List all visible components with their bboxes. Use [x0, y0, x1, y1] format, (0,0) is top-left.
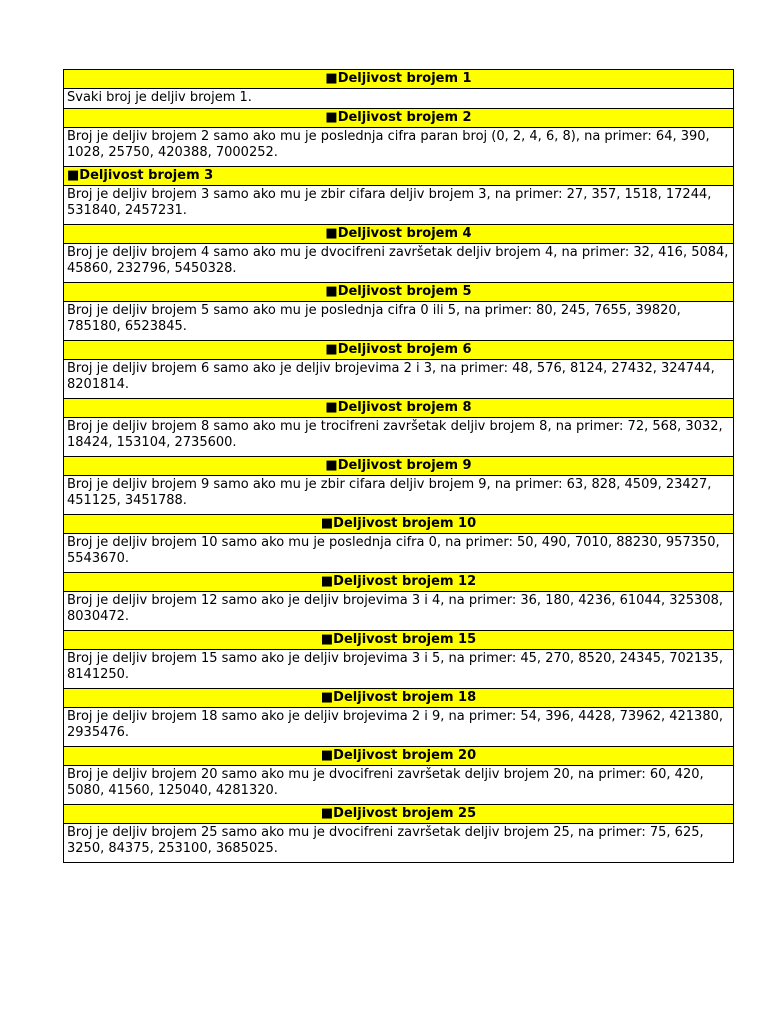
bullet-marker: ■	[320, 748, 334, 763]
section-text: Broj je deljiv brojem 25 samo ako mu je dvocifreni završetak deljiv brojem 25, na primer: 75, 625, 3250, 84375, 253100, 3685025.	[64, 824, 734, 863]
section-header-row	[64, 399, 734, 418]
section-text: Broj je deljiv brojem 9 samo ako mu je zbir cifara deljiv brojem 9, na primer: 63, 828, 4509, 23427, 451125, 3451788.	[64, 476, 734, 515]
section-body-row	[64, 302, 734, 341]
bullet-marker: ■	[320, 574, 334, 589]
section-header-row	[64, 70, 734, 89]
bullet-marker: ■	[325, 458, 338, 473]
section-text: Broj je deljiv brojem 5 samo ako mu je poslednja cifra 0 ili 5, na primer: 80, 245, 7655, 39820, 785180, 6523845.	[64, 302, 734, 341]
section-text: Broj je deljiv brojem 6 samo ako je deljiv brojevima 2 i 3, na primer: 48, 576, 8124, 27432, 324744, 8201814.	[64, 360, 734, 399]
section-text: Svaki broj je deljiv brojem 1.	[64, 89, 734, 109]
section-header-row	[64, 573, 734, 592]
section-body-row	[64, 360, 734, 399]
section-body-row	[64, 592, 734, 631]
section-text: Broj je deljiv brojem 3 samo ako mu je zbir cifara deljiv brojem 3, na primer: 27, 357, 1518, 17244, 531840, 2457231.	[64, 186, 734, 225]
bullet-marker: ■	[320, 806, 334, 821]
bullet-marker: ■	[325, 226, 338, 241]
section-title: ■Deljivost brojem 6	[64, 341, 734, 360]
section-title: ■Deljivost brojem 5	[64, 283, 734, 302]
bullet-marker: ■	[325, 342, 338, 357]
bullet-marker: ■	[325, 400, 338, 415]
section-title: ■Deljivost brojem 4	[64, 225, 734, 244]
section-body-row	[64, 89, 734, 109]
bullet-marker: ■	[320, 632, 334, 647]
section-header-row	[64, 167, 734, 186]
section-text: Broj je deljiv brojem 12 samo ako je deljiv brojevima 3 i 4, na primer: 36, 180, 4236, 61044, 325308, 8030472.	[64, 592, 734, 631]
section-text: Broj je deljiv brojem 4 samo ako mu je dvocifreni završetak deljiv brojem 4, na primer: 32, 416, 5084, 45860, 232796, 5450328.	[64, 244, 734, 283]
section-text: Broj je deljiv brojem 15 samo ako je deljiv brojevima 3 i 5, na primer: 45, 270, 8520, 24345, 702135, 8141250.	[64, 650, 734, 689]
section-header-row	[64, 805, 734, 824]
section-body-row	[64, 766, 734, 805]
section-header-row	[64, 341, 734, 360]
section-text: Broj je deljiv brojem 20 samo ako mu je dvocifreni završetak deljiv brojem 20, na primer: 60, 420, 5080, 41560, 125040, 4281320.	[64, 766, 734, 805]
bullet-marker: ■	[325, 284, 338, 299]
bullet-marker: ■	[67, 168, 80, 183]
section-body-row	[64, 650, 734, 689]
section-title: ■Deljivost brojem 10	[64, 515, 734, 534]
section-body-row	[64, 244, 734, 283]
section-title: ■Deljivost brojem 25	[64, 805, 734, 824]
section-text: Broj je deljiv brojem 10 samo ako mu je poslednja cifra 0, na primer: 50, 490, 7010, 88230, 957350, 5543670.	[64, 534, 734, 573]
section-header-row	[64, 457, 734, 476]
section-header-row	[64, 109, 734, 128]
bullet-marker: ■	[320, 516, 334, 531]
section-title: ■Deljivost brojem 2	[64, 109, 734, 128]
section-body-row	[64, 476, 734, 515]
section-body-row	[64, 186, 734, 225]
section-body-row	[64, 824, 734, 863]
section-title: ■Deljivost brojem 8	[64, 399, 734, 418]
section-body-row	[64, 128, 734, 167]
section-title: ■Deljivost brojem 1	[64, 70, 734, 89]
section-header-row	[64, 689, 734, 708]
section-title: ■Deljivost brojem 12	[64, 573, 734, 592]
section-body-row	[64, 418, 734, 457]
divisibility-rules-table	[63, 69, 734, 863]
section-header-row	[64, 631, 734, 650]
section-header-row	[64, 747, 734, 766]
section-body-row	[64, 534, 734, 573]
section-title: ■Deljivost brojem 20	[64, 747, 734, 766]
section-text: Broj je deljiv brojem 18 samo ako je deljiv brojevima 2 i 9, na primer: 54, 396, 4428, 73962, 421380, 2935476.	[64, 708, 734, 747]
section-title: ■Deljivost brojem 9	[64, 457, 734, 476]
section-header-row	[64, 283, 734, 302]
section-header-row	[64, 225, 734, 244]
bullet-marker: ■	[325, 71, 338, 86]
section-title: ■Deljivost brojem 18	[64, 689, 734, 708]
section-text: Broj je deljiv brojem 2 samo ako mu je poslednja cifra paran broj (0, 2, 4, 6, 8), na primer: 64, 390, 1028, 25750, 420388, 7000252.	[64, 128, 734, 167]
section-text: Broj je deljiv brojem 8 samo ako mu je trocifreni završetak deljiv brojem 8, na primer: 72, 568, 3032, 18424, 153104, 2735600.	[64, 418, 734, 457]
section-body-row	[64, 708, 734, 747]
bullet-marker: ■	[320, 690, 334, 705]
section-header-row	[64, 515, 734, 534]
section-title: ■Deljivost brojem 15	[64, 631, 734, 650]
bullet-marker: ■	[325, 110, 338, 125]
section-title: ■Deljivost brojem 3	[64, 167, 734, 186]
